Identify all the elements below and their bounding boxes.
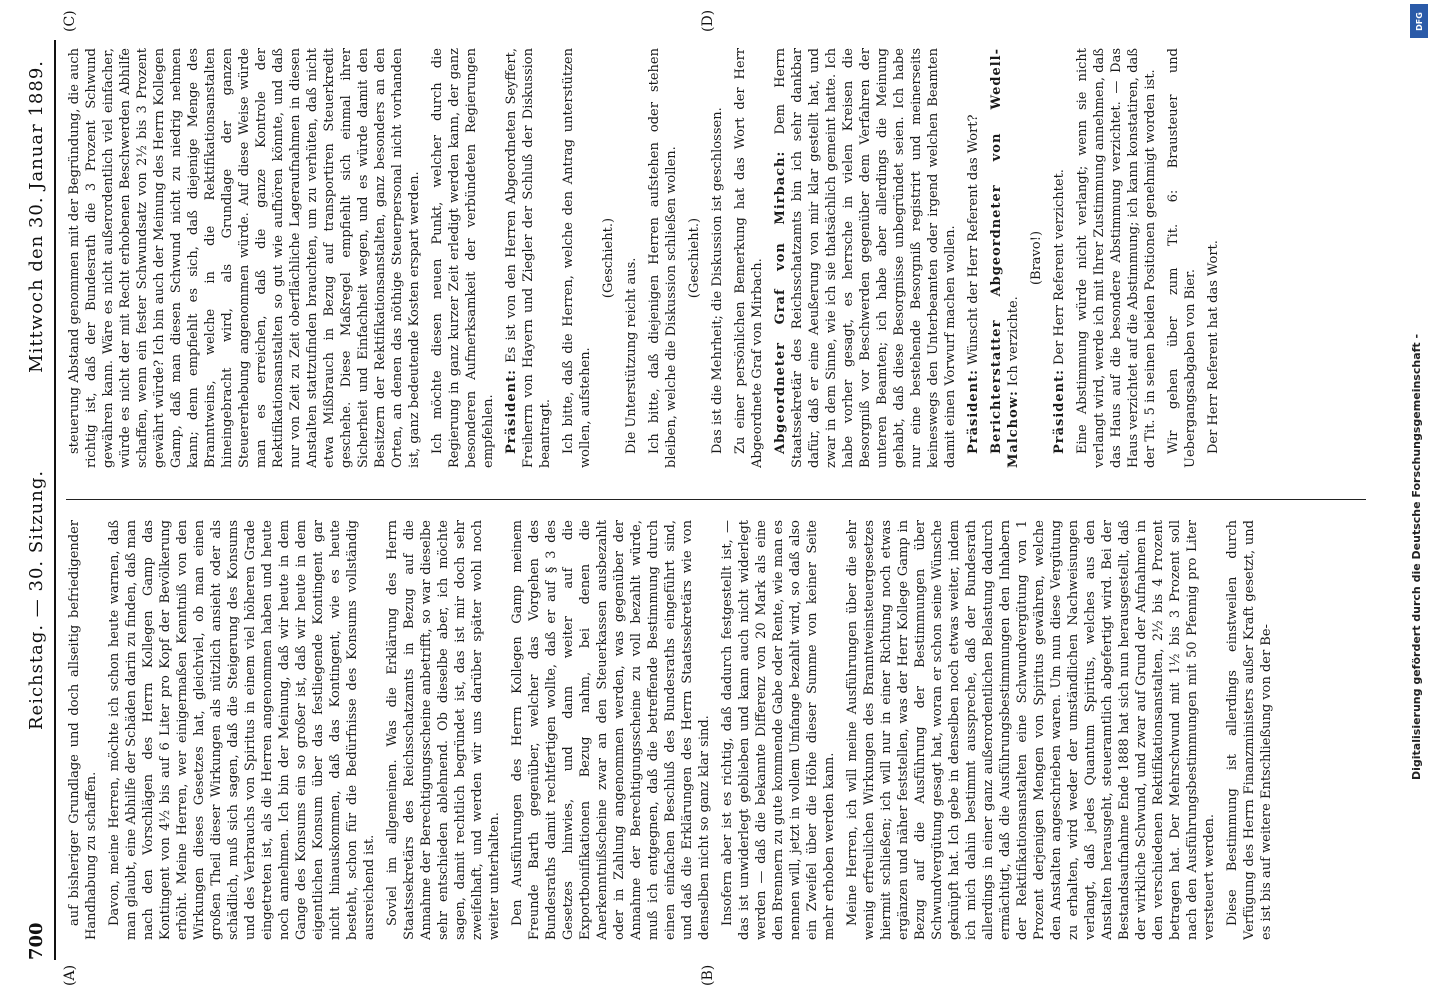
- paragraph: Meine Herren, ich will meine Ausführungen über die sehr wenig erfreulichen Wirkungen des Branntweinsteuergesetzes hiermit schließen; ich will nur in einer Richtung noch etwas ergänzen und näher feststellen, was der Herr Kollege Gamp in Bezug auf die Ausführung der Bestimmungen über Schwundvergütung gesagt hat, woran er schon seine Wünsche geknüpft hat. Ich gebe in denselben noch etwas weiter, indem ich mich dahin bestimmt ausspreche, daß der Bundesrath allerdings in einer ganz außerordentlichen Belastung dadurch ermächtigt, daß die Ausführungsbestimmungen den Inhabern der Rektifikationsanstalten eine Schwundvergütung von 1 Prozent derjenigen Mengen von Spiritus gewähren, welche den Anstalten angeschrieben waren. Um nun diese Vergütung zu erhalten, wird weder der umständlichen Nachweisungen verlangt, daß jedes Quantum Spiritus, welches aus den Anstalten herausgeht, steueramtlich abgefertigt wird. Bei der Bestandsaufnahme Ende 1888 hat sich nun herausgestellt, daß der wirkliche Schwund, und zwar auf Grund der Aufnahmen in den verschiedenen Rektifikationsanstalten, 2½ bis 4 Prozent betragen hat. Der Mehrschwund mit 1½ bis 3 Prozent soll nach den Ausführungsbestimmungen mit 50 Pfennig pro Liter versteuert werden.: [845, 520, 1217, 940]
- margin-marker-a: (A): [62, 964, 78, 986]
- page-header: [20, 40, 56, 960]
- paragraph: Die Unterstützung reicht aus.: [624, 257, 639, 454]
- interjection: (Bravo!): [1029, 230, 1044, 286]
- paragraph: Ich möchte diesen neuen Punkt, welcher durch die Regierung in ganz kurzer Zeit erledigt werden kann, der ganz besonderen Aufmerksamkeit der verbündeten Regierungen empfehlen.: [430, 48, 496, 468]
- paragraph: Insofern aber ist es richtig, daß dadurch festgestellt ist, — das ist unwiderlegt geblieben und kann auch nicht widerlegt werden — daß die bekannte Differenz von 20 Mark als eine den Brennern zu gute kommende Gabe oder Rente, wie man es nennen will, jetzt in vollem Umfange bezahlt wird, so daß also ein Zweifel über die Höhe dieser Summe von keiner Seite mehr erhoben werden kann.: [720, 520, 837, 940]
- interjection: (Geschieht.): [601, 217, 616, 299]
- speech-paragraph: [772, 48, 959, 468]
- speech-paragraph: [503, 48, 554, 468]
- speech-text: Der Herr Referent verzichtet.: [1052, 169, 1067, 365]
- speech-text: Ich verzichte.: [1006, 296, 1021, 387]
- paragraph: Eine Abstimmung würde nicht verlangt; wenn sie nicht verlangt wird, werde ich mit Ihrer Zustimmung annehmen, daß das Haus auf die besondere Abstimmung verzichtet. — Das Haus verzichtet auf die Abstimmung; ich kann konstatiren, daß der Tit. 5 in seinen beiden Positionen genehmigt worden ist.: [1075, 48, 1158, 468]
- paragraph: Den Ausführungen des Herrn Kollegen Gamp meinem Freunde Barth gegenüber, welcher das Vorgehen des Bundesraths damit rechtfertigen wollte, daß er auf § 3 des Gesetzes hinwies, und dann weiter auf die Exportbonifikationen Bezug nahm, bei denen die Anerkenntnißscheine zwar an den Steuerkassen ausbezahlt oder in Zahlung angenommen werden, was gegenüber der Annahme der Berechtigungsscheine zu voll bezahlt würde, muß ich entgegnen, daß die betreffende Bestimmung durch einen einfachen Beschluß des Bundesraths eingeführt sind, und daß die Erklärungen des Herrn Staatssekretärs wie von denselben nicht so ganz klar sind.: [510, 520, 712, 940]
- left-column: [66, 520, 1366, 940]
- speaker-name: Abgeordneter Graf von Mirbach:: [773, 150, 788, 454]
- paragraph: Ich bitte, daß die Herren, welche den Antrag unterstützen wollen, aufstehen.: [561, 48, 593, 468]
- speaker-name: Präsident:: [504, 369, 519, 454]
- paragraph: Wir gehen über zum Tit. 6: Brausteuer und Uebergangsabgaben von Bier.: [1166, 48, 1198, 468]
- speech-paragraph: [988, 48, 1022, 468]
- page-number: 700: [26, 922, 47, 960]
- paragraph: Das ist die Mehrheit; die Diskussion ist geschlossen.: [710, 107, 725, 454]
- paragraph: Diese Bestimmung ist allerdings einstweilen durch Verfügung des Herrn Finanzministers außer Kraft gesetzt, und es ist bis auf weitere Entschließung von der Be-: [1225, 520, 1274, 940]
- right-column: [66, 48, 1366, 468]
- margin-marker-d: (D): [700, 9, 716, 32]
- dfg-logo: [1410, 4, 1428, 38]
- speech-paragraph: [1051, 48, 1068, 468]
- paragraph: auf bisheriger Grundlage und doch allseitig befriedigender Handhabung zu schaffen.: [67, 520, 99, 940]
- paragraph: Davon, meine Herren, möchte ich schon heute warnen, daß man glaubt, eine Abhilfe der Schäden darin zu finden, daß man nach den Vorschlägen des Herrn Kollegen Gamp das Kontingent von 4½ bis auf 6 Liter pro Kopf der Bevölkerung erhöht. Meine Herren, wer einigermaßen Kenntniß von den Wirkungen dieses Gesetzes hat, gleichviel, ob man einen großen Theil dieser Wirkungen als nützlich ansieht oder als schädlich, muß sich sagen, daß die Steigerung des Konsums und des Verbrauchs von Spiritus in einem viel höheren Grade eingetreten ist, als die Herren angenommen haben und heute noch annehmen. Ich bin der Meinung, daß wir heute in dem Gange des Konsums ein so großer ist, daß wir heute in dem eigentlichen Konsum über das festliegende Kontingent gar nicht hinauskommen, daß das Kontingent, wie es heute besteht, schon für die Bedürfnisse des Konsums vollständig ausreichend ist.: [107, 520, 377, 940]
- right-running-head: Mittwoch den 30. Januar 1889.: [26, 60, 47, 373]
- paragraph: Ich bitte, daß diejenigen Herren aufstehen oder stehen bleiben, welche die Diskussion schließen wollen.: [647, 48, 679, 468]
- speech-paragraph: [965, 48, 982, 468]
- speech-text: Es ist von den Herren Abgeordneten Seyffert, Freiherrn von Hayern und Ziegler der Schluß der Diskussion beantragt.: [504, 48, 553, 468]
- dfg-logo-text: DFG: [1414, 11, 1424, 31]
- speaker-name: Präsident:: [966, 369, 981, 454]
- speaker-name: Präsident:: [1052, 369, 1067, 454]
- digitalization-footer: [1406, 0, 1430, 780]
- digitalization-text: Digitalisierung gefördert durch die Deutsche Forschungsgemeinschaft -: [1410, 333, 1423, 780]
- margin-marker-b: (B): [700, 964, 716, 986]
- interjection: (Geschieht.): [687, 217, 702, 299]
- speech-text: Dem Herrn Staatssekretär des Reichsschatzamts bin ich sehr dankbar dafür, daß er eine Aeußerung von mir klar gestellt hat, und zwar in dem Sinne, wie ich sie thatsächlich gemeint hatte. Ich habe vorher gesagt, es herrsche in vielen Kreisen die Besorgniß vor Beschwerden gegenüber dem Verfahren der unteren Beamten; ich habe aber allerdings die Meinung gehabt, daß diese Besorgnisse unbegründet seien. Ich habe nur eine bestehende Besorgniß registrirt und meinerseits keineswegs den Unterbeamten oder irgend welchen Beamten damit einen Vorwurf machen wollen.: [773, 48, 958, 468]
- speech-text: Wünscht der Herr Referent das Wort?: [966, 114, 981, 365]
- paragraph: Zu einer persönlichen Bemerkung hat das Wort der Herr Abgeordnete Graf von Mirbach.: [733, 48, 765, 468]
- left-running-head: Reichstag. — 30. Sitzung.: [26, 469, 47, 730]
- paragraph: Soviel im allgemeinen. Was die Erklärung des Herrn Staatssekretärs des Reichsschatzamts in Bezug auf die Annahme der Berechtigungsscheine anbetrifft, so war dieselbe sehr entschieden ablehnend. Ob dieselbe aber, ich möchte sagen, damit rechtlich begründet ist, das ist mir doch sehr zweifelhaft, und werden wir uns darüber später wohl noch weiter unterhalten.: [385, 520, 502, 940]
- paragraph: Der Herr Referent hat das Wort.: [1206, 240, 1221, 454]
- paragraph: steuerung Abstand genommen mit der Begründung, die auch richtig ist, daß der Bundesrath die 3 Prozent Schwund gewähren kann. Wäre es nicht außerordentlich viel einfacher, würde es nicht der mit Recht erhobenen Beschwerden Abhilfe schaffen, wenn ein fester Schwundsatz von 2½ bis 3 Prozent gewährt würde? Ich bin auch der Meinung des Herrn Kollegen Gamp, daß man diesen Schwund nicht zu niedrig nehmen kann; denn empfiehlt es sich, daß diejenige Menge des Branntweins, welche in die Rektifikationsanstalten hineingebracht wird, als Grundlage der ganzen Steuererhebung angenommen würde. Auf diese Weise würde man es erreichen, daß die ganze Kontrole der Rektifikationsanstalten so gut wie aufhören könnte, und daß nur von Zeit zu Zeit oberflächliche Lageraufnahmen in diesen Anstalten stattzufinden brauchten, um zu verhüten, daß nicht etwa Mißbrauch in Bezug auf transportiren Steuerkredit geschehe. Diese Maßregel empfiehlt sich einmal ihrer Sicherheit und Einfachheit wegen, und es würde damit den Besitzern der Rektifikationsanstalten, ganz besonders an den Orten, an denen das nöthige Steuerpersonal nicht vorhanden ist, ganz bedeutende Kosten erspart werden.: [67, 48, 422, 468]
- speaker-name: Berichterstatter Abgeordneter von Wedell-Malchow:: [989, 48, 1021, 468]
- column-divider: [66, 499, 1366, 500]
- margin-marker-c: (C): [62, 10, 78, 32]
